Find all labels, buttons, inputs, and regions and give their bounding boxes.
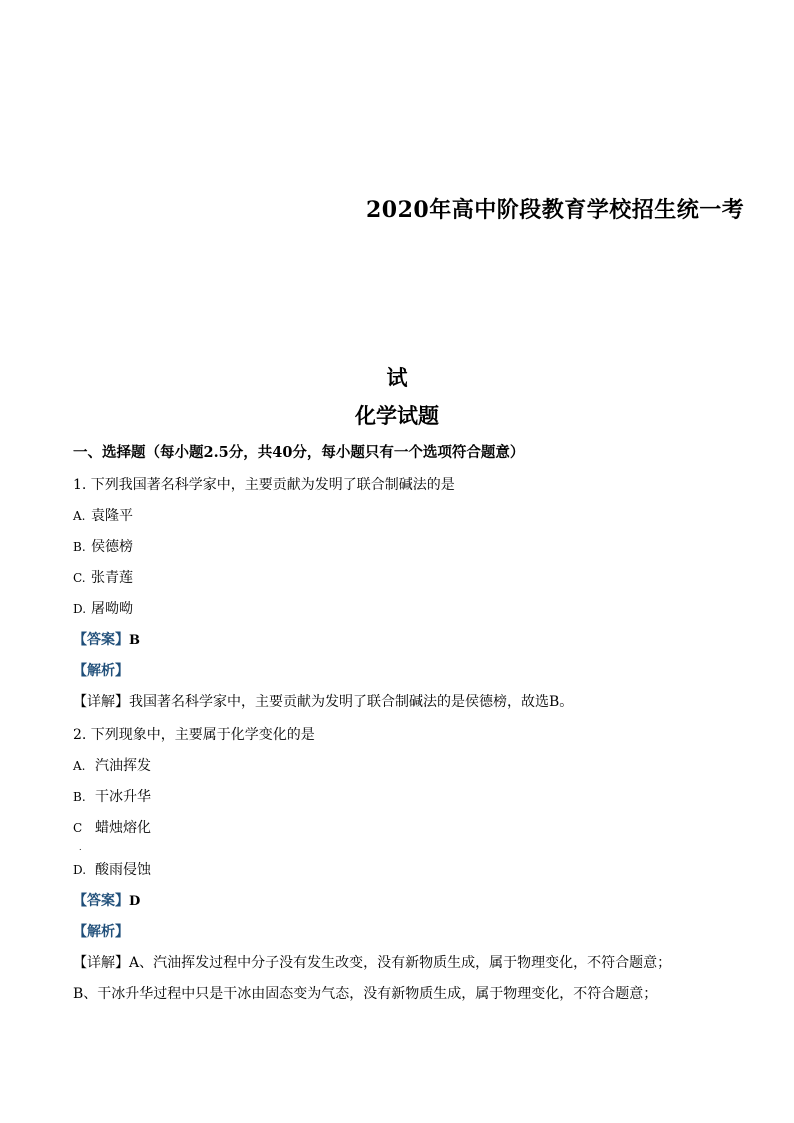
option-text: 酸雨侵蚀 — [95, 862, 151, 878]
analysis-tag: 【解析】 — [73, 924, 129, 940]
question-1-option-b — [73, 536, 133, 556]
detail-text: A、汽油挥发过程中分子没有发生改变，没有新物质生成，属于物理变化，不符合题意； — [129, 955, 672, 971]
question-1-stem: 1. 下列我国著名科学家中，主要贡献为发明了联合制碱法的是 — [73, 477, 455, 493]
answer-tag: 【答案】 — [73, 893, 129, 909]
question-1-answer — [73, 629, 140, 649]
question-2-answer — [73, 890, 140, 910]
option-text: 屠呦呦 — [91, 601, 133, 617]
option-text: 干冰升华 — [95, 789, 151, 805]
analysis-tag: 【解析】 — [73, 663, 129, 679]
subject-title: 化学试题 — [355, 403, 439, 428]
question-2-detail-2: B、干冰升华过程中只是干冰由固态变为气态，没有新物质生成，属于物理变化，不符合题意； — [73, 986, 658, 1002]
question-2-option-b — [73, 786, 151, 806]
question-1-detail — [73, 691, 573, 711]
detail-text: 我国著名科学家中，主要贡献为发明了联合制碱法的是侯德榜，故选B。 — [129, 694, 574, 710]
exam-title: 2020年高中阶段教育学校招生统一考 — [366, 197, 745, 223]
question-1-option-d — [73, 598, 133, 618]
question-1-analysis — [73, 660, 129, 680]
option-text: 侯德榜 — [91, 539, 133, 555]
answer-value: D — [129, 894, 141, 909]
question-2-option-a — [73, 755, 151, 775]
option-label: C — [73, 821, 83, 835]
section-title: 一、选择题（每小题2.5分，共40分，每小题只有一个选项符合题意） — [73, 444, 525, 461]
option-label: D. — [73, 863, 87, 877]
option-label: D. — [73, 602, 87, 616]
option-text: 蜡烛熔化 — [95, 820, 151, 836]
answer-value: B — [129, 633, 140, 648]
question-2-detail-1 — [73, 952, 671, 972]
question-1-option-a — [73, 505, 133, 525]
option-label: A. — [73, 509, 86, 523]
option-text: 袁隆平 — [91, 508, 133, 524]
answer-tag: 【答案】 — [73, 632, 129, 648]
question-1-option-c — [73, 567, 133, 587]
option-label: A. — [73, 759, 86, 773]
option-label: B. — [73, 540, 86, 554]
question-2-stem: 2. 下列现象中，主要属于化学变化的是 — [73, 727, 315, 743]
exam-title-suffix: 试 — [386, 365, 408, 390]
option-text: 汽油挥发 — [95, 758, 151, 774]
question-2-option-c — [73, 817, 151, 837]
detail-tag: 【详解】 — [73, 694, 129, 710]
option-label: C. — [73, 571, 86, 585]
question-2-option-d — [73, 859, 151, 879]
option-label: B. — [73, 790, 86, 804]
stray-mark: . — [79, 843, 82, 852]
option-text: 张青莲 — [91, 570, 133, 586]
detail-tag: 【详解】 — [73, 955, 129, 971]
question-2-analysis — [73, 921, 129, 941]
